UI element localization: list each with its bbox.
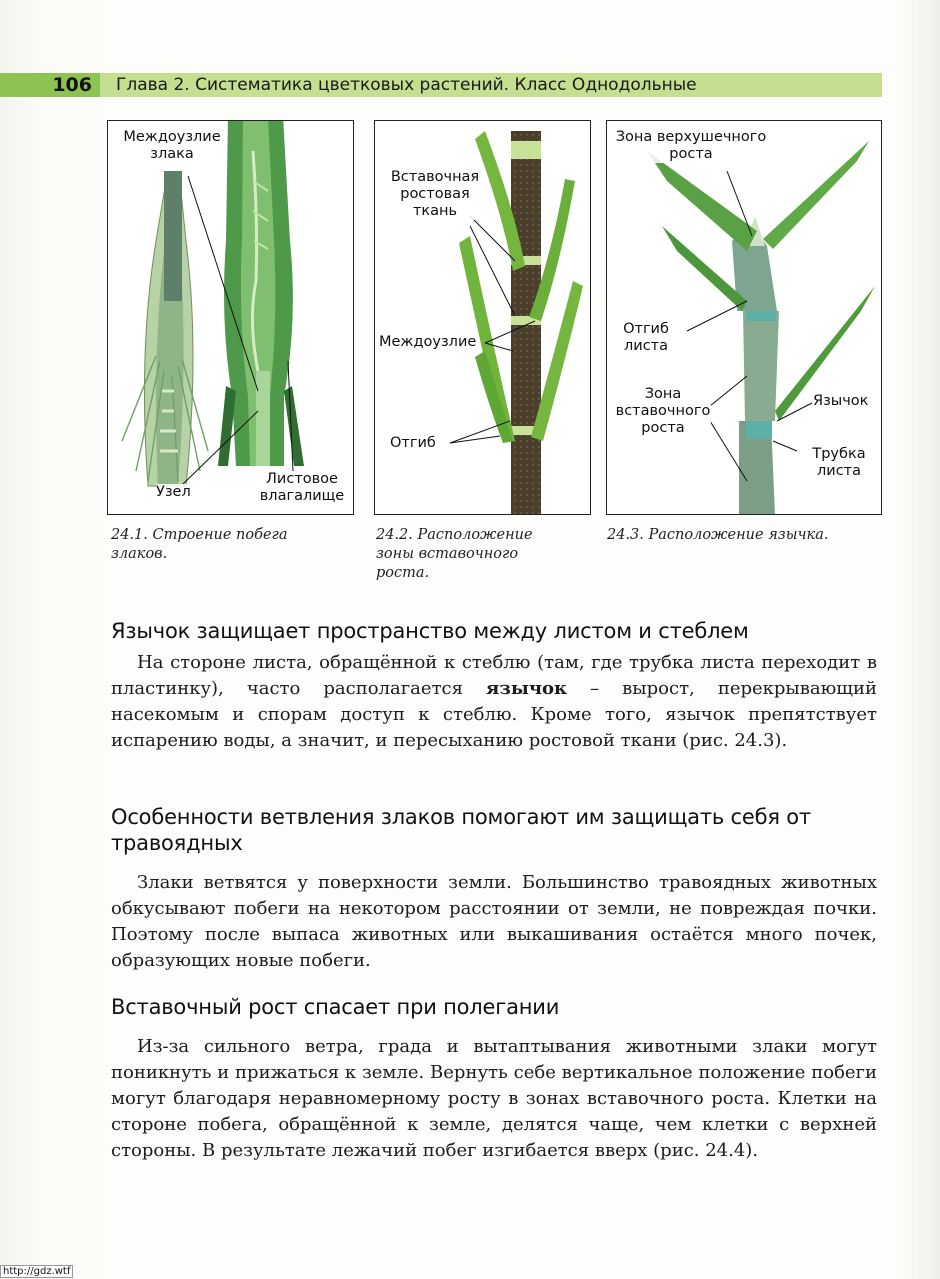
figure-24-2: [374, 120, 591, 515]
caption-24-3: 24.3. Расположение язычка.: [607, 527, 829, 543]
figure-24-1: [107, 120, 354, 515]
label-leaf-bend: Отгиб листа: [615, 321, 677, 355]
paragraph-lodging-text: Из-за сильного ветра, града и вытаптывания животными злаки могут поникнуть и прижаться к земле. Вернуть себе вертикальное положение побеги могут благодаря неравномерному росту в зонах вставочного роста. Клетки на стороне побега, обращённой к земле, делятся чаще, чем клетки с верхней стороны. В результате лежачий побег изгибается вверх (рис. 24.4).: [111, 1036, 877, 1161]
page-number: 106: [0, 73, 100, 97]
heading-branching: Особенности ветвления злаков помогают им защищать себя от травоядных: [111, 805, 811, 855]
paragraph-branching-text: Злаки ветвятся у поверхности земли. Большинство травоядных животных обкусывают побеги на некотором расстоянии от земли, не повреждая почки. Поэтому после выпаса животных или выкашивания остаётся много почек, образующих новые побеги.: [111, 872, 877, 971]
watermark-link[interactable]: http://gdz.wtf: [0, 1265, 73, 1278]
label-intercalary-tissue: Вставочная ростовая ткань: [385, 169, 485, 220]
running-header: [0, 73, 882, 97]
shoot-structure-illustration: [108, 121, 354, 515]
label-internode: Междоузлие злака: [118, 129, 226, 163]
label-internode-2: Междоузлие: [379, 334, 477, 350]
text-before-bold: На стороне листа, обращённой к стеблю (там, где трубка листа переходит в пластинку), часто располагается: [111, 652, 877, 699]
paragraph-ligule: [111, 650, 877, 754]
label-leaf-tube: Трубка листа: [807, 446, 871, 480]
text-after-bold: – вырост, перекрывающий насекомым и спорам доступ к стеблю. Кроме того, язычок препятствует испарению воды, а значит, и пересыханию ростовой ткани (рис. 24.3).: [111, 678, 878, 751]
label-leaf-sheath: Листовое влагалище: [256, 471, 348, 505]
heading-ligule: Язычок защищает пространство между листом и стеблем: [111, 619, 749, 643]
chapter-title: Глава 2. Систематика цветковых растений. Класс Однодольные: [116, 75, 697, 95]
label-intercalary-zone: Зона вставочного роста: [615, 386, 711, 436]
figure-24-3: [606, 120, 882, 515]
caption-24-2: 24.2. Расположение зоны вставочного роста.: [376, 527, 533, 581]
caption-24-1: 24.1. Строение побега злаков.: [111, 527, 288, 562]
paragraph-lodging: [111, 1034, 877, 1164]
paragraph-branching: [111, 870, 877, 974]
term-ligule: язычок: [486, 678, 568, 699]
label-ligule: Язычок: [813, 393, 869, 409]
label-bend: Отгиб: [390, 435, 436, 451]
label-node: Узел: [156, 484, 191, 500]
label-apical-zone: Зона верхушечного роста: [611, 129, 771, 163]
heading-lodging: Вставочный рост спасает при полегании: [111, 995, 560, 1019]
